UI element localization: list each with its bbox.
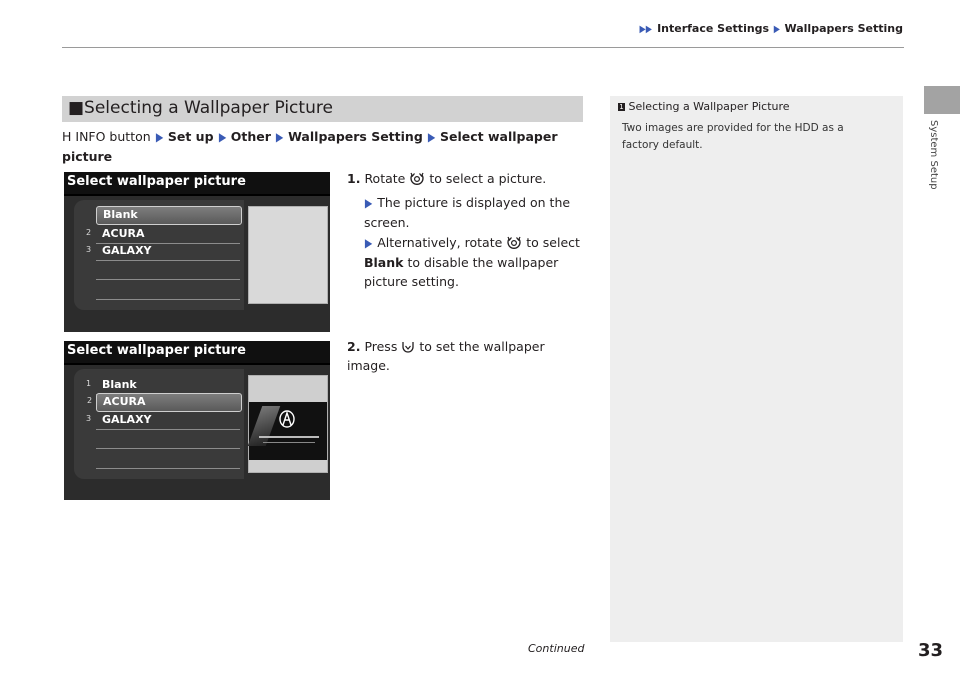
note-marker-icon: 1	[619, 103, 624, 111]
path-arrow-icon: ▶	[155, 130, 163, 144]
page-number: 33	[918, 640, 944, 661]
sub-text-middle: to select	[526, 235, 580, 250]
list-item-empty	[96, 451, 240, 469]
rotate-knob-icon	[409, 170, 425, 186]
step-1-sub-2	[364, 233, 586, 291]
chapter-tab	[924, 86, 960, 114]
info-button-label: INFO button	[75, 129, 151, 144]
header-divider	[62, 47, 904, 48]
wallpaper-caption-line	[259, 436, 319, 438]
list-item-number: 3	[86, 414, 92, 423]
step-text-after: to set the wallpaper image.	[347, 339, 545, 373]
list-item-label: ACURA	[102, 227, 145, 240]
path-wallpapers-setting: Wallpapers Setting	[288, 129, 423, 144]
screen-title-bar	[64, 341, 330, 363]
chapter-label	[928, 120, 946, 220]
sub-text: The picture is displayed on the screen.	[364, 195, 571, 230]
breadcrumb-arrow-icon: ▶▶	[639, 24, 652, 35]
step-text-before: Press	[364, 339, 398, 354]
chapter-label-text: System Setup	[928, 120, 939, 190]
list-item-empty	[96, 262, 240, 280]
path-select-wallpaper-picture: Select wallpaper picture	[62, 129, 558, 164]
step-text-after: to select a picture.	[429, 171, 547, 186]
step-number: 1.	[347, 171, 361, 186]
screen-title-bar	[64, 172, 330, 194]
sub-text-before: Alternatively, rotate	[377, 235, 503, 250]
list-item-label: ACURA	[103, 395, 146, 408]
list-item-label: Blank	[102, 378, 137, 391]
list-item-label: GALAXY	[102, 244, 152, 257]
list-item-galaxy[interactable]	[86, 243, 240, 261]
acura-wallpaper-image	[249, 402, 327, 460]
rotate-knob-icon	[506, 234, 522, 250]
path-arrow-icon: ▶	[275, 130, 284, 144]
blank-keyword: Blank	[364, 255, 404, 270]
section-title: ■Selecting a Wallpaper Picture	[68, 98, 333, 118]
note-title-text: Selecting a Wallpaper Picture	[628, 100, 790, 113]
screen-body	[64, 196, 330, 332]
path-other: Other	[230, 129, 271, 144]
breadcrumb-arrow-icon: ▶	[773, 24, 780, 35]
list-item-empty	[96, 431, 240, 449]
step-1	[347, 169, 587, 188]
screen-title: Select wallpaper picture	[67, 174, 246, 189]
list-item-number: 2	[86, 228, 92, 237]
nav-screen-1	[64, 172, 330, 332]
step-number: 2.	[347, 339, 361, 354]
result-arrow-icon: ▶	[364, 236, 373, 250]
wallpaper-caption-line	[263, 442, 315, 443]
step-1-sub-1	[364, 193, 586, 232]
note-title	[618, 100, 790, 113]
info-button-icon: H	[62, 129, 72, 144]
list-item-acura[interactable]	[86, 226, 240, 244]
list-item-label: Blank	[103, 208, 138, 221]
list-item-galaxy[interactable]	[86, 412, 240, 430]
list-item-empty	[96, 282, 240, 300]
list-item-label: GALAXY	[102, 413, 152, 426]
list-item-number: 3	[86, 245, 92, 254]
section-heading-bar	[62, 96, 583, 122]
path-arrow-icon: ▶	[427, 130, 436, 144]
note-sidebar	[610, 96, 903, 642]
step-2	[347, 337, 577, 375]
step-text-before: Rotate	[364, 171, 406, 186]
nav-screen-2	[64, 341, 330, 500]
list-item-blank[interactable]	[96, 206, 242, 225]
list-item-number: 1	[86, 379, 92, 388]
result-arrow-icon: ▶	[364, 196, 373, 210]
note-body: Two images are provided for the HDD as a factory default.	[622, 122, 844, 151]
continued-label: Continued	[528, 642, 585, 655]
path-arrow-icon: ▶	[218, 130, 226, 144]
breadcrumb-interface-settings[interactable]: Interface Settings	[657, 22, 770, 35]
enter-button-icon	[401, 338, 415, 354]
breadcrumb	[638, 22, 903, 35]
screen-body	[64, 365, 330, 500]
wallpaper-preview-acura	[248, 375, 328, 473]
list-item-number: 2	[87, 396, 93, 405]
list-item-acura[interactable]	[87, 393, 242, 412]
sub-text-after: to disable the wallpaper picture setting.	[364, 255, 559, 289]
acura-logo-icon	[279, 410, 295, 428]
path-set-up: Set up	[167, 129, 214, 144]
wallpaper-preview-blank	[248, 206, 328, 304]
wallpaper-streak	[248, 406, 281, 446]
menu-path	[62, 127, 582, 166]
breadcrumb-wallpapers-setting[interactable]: Wallpapers Setting	[784, 22, 903, 35]
screen-title: Select wallpaper picture	[67, 343, 246, 358]
